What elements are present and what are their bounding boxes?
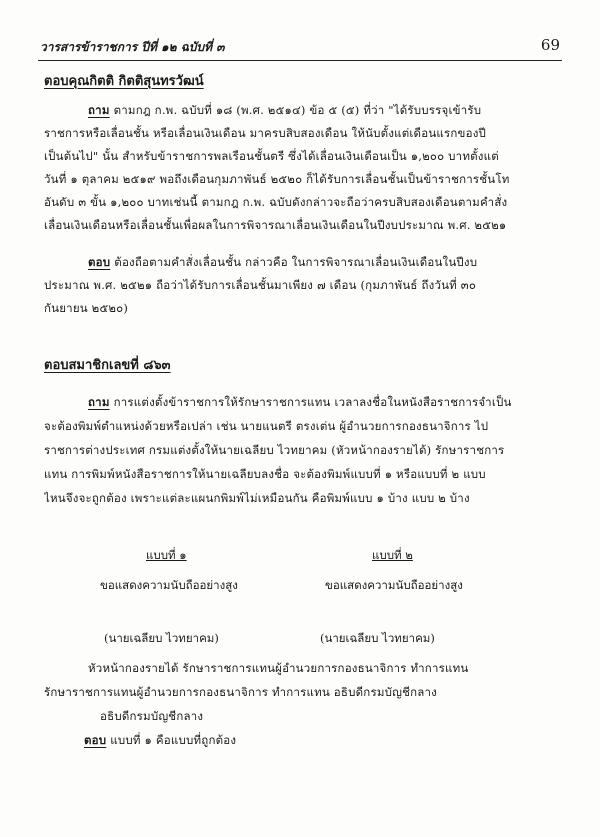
question-2-line: ถาม การแต่งตั้งข้าราชการให้รักษาราชการแทน เวลาลงชื่อในหนังสือราชการจำเป็น — [88, 395, 512, 409]
form-1-regards: ขอแสดงความนับถืออย่างสูง — [100, 578, 238, 592]
question-1-line: เลื่อนเงินเดือนหรือเลื่อนชั้นเพื่อผลในการพิจารณาเลื่อนเงินเดือนในปีงบประมาณ พ.ศ. ๒๕๒๑ — [44, 218, 507, 232]
journal-title: วารสารข้าราชการ ปีที่ ๑๒ ฉบับที่ ๓ — [40, 40, 225, 54]
form-2-title: แบบที่ ๒ — [372, 548, 413, 562]
answer-label: ตอบ — [84, 733, 107, 747]
question-2-line: ราชการต่างประเทศ กรมแต่งตั้งให้นายเฉลียบ ไวทยาคม (หัวหน้ากองรายได้) รักษาราชการ — [44, 443, 505, 457]
question-1-line: เป็นต้นไป" นั้น สำหรับข้าราชการพลเรือนชั้นตรี ซึ่งได้เลื่อนเงินเดือนเป็น ๑,๒๐๐ บาทตั้งแต่ — [44, 149, 499, 163]
position-line: รักษาราชการแทนผู้อำนวยการกองธนาจิการ ทำการแทน อธิบดีกรมบัญชีกลาง — [44, 685, 437, 699]
answer-1-line: กันยายน ๒๕๒๐) — [44, 301, 129, 315]
form-1-signer: (นายเฉลียบ ไวทยาคม) — [104, 631, 219, 645]
question-2-line: จะต้องพิมพ์ตำแหน่งด้วยหรือเปล่า เช่น นายแนตรี ตรงเต่น ผู้อำนวยการกองธนาจิการ ไป — [44, 419, 489, 433]
answer-label: ตอบ — [88, 255, 111, 269]
question-1-line: ถาม ตามกฎ ก.พ. ฉบับที่ ๑๘ (พ.ศ. ๒๕๑๔) ข้อ ๕ (๕) ที่ว่า "ได้รับบรรจุเข้ารับ — [88, 103, 482, 117]
question-1-line: อันดับ ๓ ขั้น ๑,๒๐๐ บาทเช่นนี้ ตามกฎ ก.พ. ฉบับดังกล่าวจะถือว่าครบสิบสองเดือนตามคำสั่ง — [44, 195, 508, 209]
question-2-line: ไหนจึงจะถูกต้อง เพราะแต่ละแผนกพิมพ์ไม่เหมือนกัน คือพิมพ์แบบ ๑ บ้าง แบบ ๒ บ้าง — [44, 491, 470, 505]
question-label: ถาม — [88, 395, 110, 409]
answer-1-line: ประมาณ พ.ศ. ๒๕๒๑ ถือว่าได้รับการเลื่อนชั้นมาเพียง ๗ เดือน (กุมภาพันธ์ ถึงวันที่ ๓๐ — [44, 278, 477, 292]
section-heading-1: ตอบคุณกิตติ กิตติสุนทรวัฒน์ — [44, 74, 204, 89]
form-1-title: แบบที่ ๑ — [146, 548, 187, 562]
page-number: 69 — [540, 36, 560, 54]
answer-2-line: ตอบ แบบที่ ๑ คือแบบที่ถูกต้อง — [84, 733, 237, 747]
form-2-regards: ขอแสดงความนับถืออย่างสูง — [325, 578, 463, 592]
question-label: ถาม — [88, 103, 110, 117]
question-1-line: วันที่ ๑ ตุลาคม ๒๕๑๙ พอถึงเดือนกุมภาพันธ์ ๒๕๒๐ ก็ได้รับการเลื่อนชั้นเป็นข้าราชการชั้นโท — [44, 172, 510, 186]
position-line: อธิบดีกรมบัญชีกลาง — [100, 709, 204, 723]
position-line: หัวหน้ากองรายได้ รักษาราชการแทนผู้อำนวยการกองธนาจิการ ทำการแทน — [88, 661, 469, 675]
header-rule — [38, 60, 562, 61]
form-2-signer: (นายเฉลียบ ไวทยาคม) — [320, 631, 435, 645]
section-heading-2: ตอบสมาชิกเลขที่ ๘๖๓ — [44, 358, 171, 373]
question-2-line: แทน การพิมพ์หนังสือราชการให้นายเฉลียบลงชื่อ จะต้องพิมพ์แบบที่ ๑ หรือแบบที่ ๒ แบบ — [44, 467, 486, 481]
answer-1-line: ตอบ ต้องถือตามคำสั่งเลื่อนชั้น กล่าวคือ ในการพิจารณาเลื่อนเงินเดือนในปีงบ — [88, 255, 478, 269]
running-header — [40, 36, 560, 58]
question-1-line: ราชการหรือเลื่อนชั้น หรือเลื่อนเงินเดือน มาครบสิบสองเดือน ให้นับตั้งแต่เดือนแรกของปี — [44, 126, 487, 140]
